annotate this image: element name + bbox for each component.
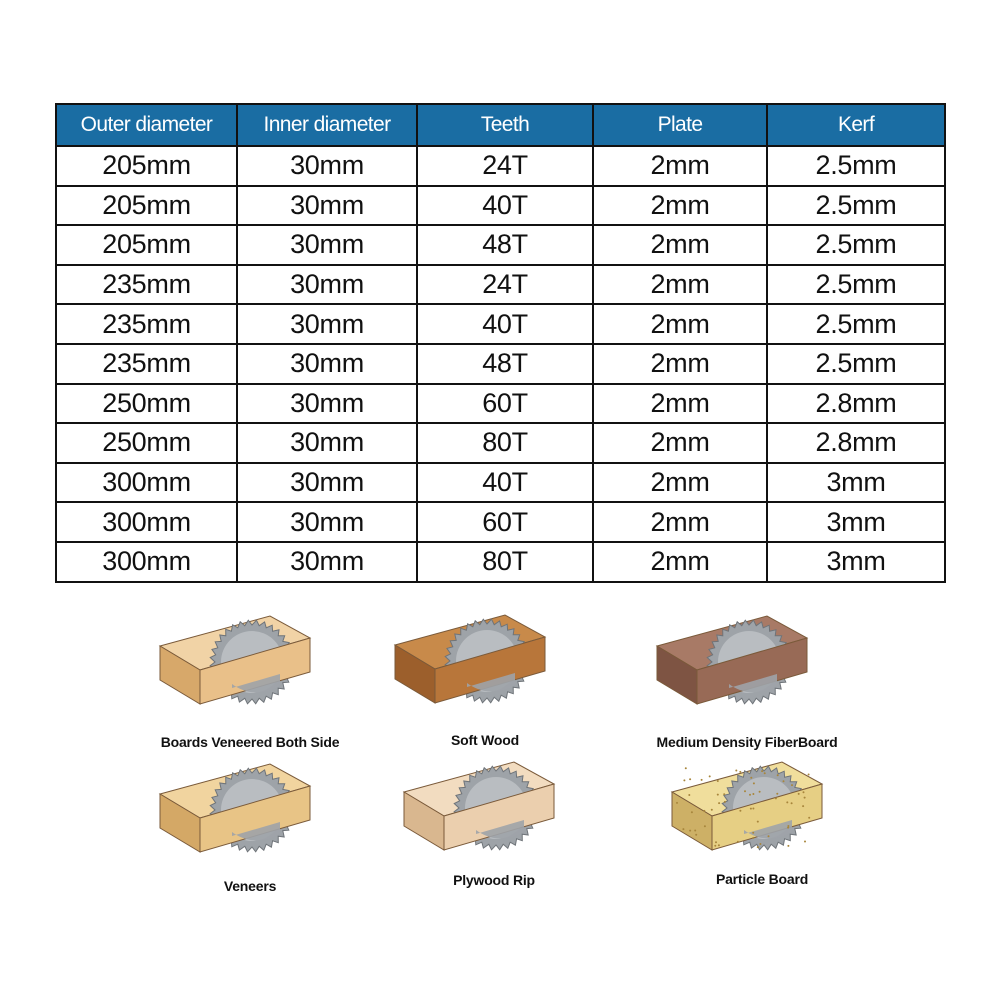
particle-speck — [718, 802, 720, 804]
particle-speck — [737, 841, 739, 843]
plate-cell: 2mm — [593, 384, 767, 424]
particle-speck — [689, 830, 691, 832]
particle-speck — [685, 767, 687, 769]
particle-speck — [787, 845, 789, 847]
outer-diameter-cell: 205mm — [56, 225, 237, 265]
plate-cell: 2mm — [593, 423, 767, 463]
particle-speck — [804, 797, 806, 799]
particle-speck — [757, 821, 759, 823]
particle-speck — [682, 828, 684, 830]
particle-speck — [691, 811, 693, 813]
kerf-cell: 2.5mm — [767, 186, 945, 226]
outer-diameter-cell: 205mm — [56, 186, 237, 226]
plate-cell: 2mm — [593, 463, 767, 503]
table-row — [56, 463, 945, 503]
inner-diameter-cell: 30mm — [237, 384, 417, 424]
particle-speck — [711, 809, 713, 811]
teeth-cell: 48T — [417, 344, 593, 384]
particle-speck — [787, 827, 789, 829]
blade-board-illustration — [120, 604, 380, 724]
inner-diameter-cell: 30mm — [237, 304, 417, 344]
table-row — [56, 225, 945, 265]
blade-board-illustration — [617, 604, 877, 724]
teeth-cell: 48T — [417, 225, 593, 265]
material-label: Particle Board — [715, 871, 809, 887]
outer-diameter-cell: 235mm — [56, 304, 237, 344]
kerf-cell: 2.8mm — [767, 384, 945, 424]
teeth-cell: 60T — [417, 502, 593, 542]
material-veneers — [120, 752, 380, 932]
particle-speck — [791, 784, 793, 786]
particle-speck — [808, 774, 810, 776]
material-label: Veneers — [223, 878, 277, 894]
particle-speck — [703, 810, 705, 812]
table-row — [56, 542, 945, 582]
inner-diameter-cell: 30mm — [237, 225, 417, 265]
header-row — [56, 104, 945, 146]
particle-speck — [768, 835, 770, 837]
particle-speck — [714, 845, 716, 847]
plate-cell: 2mm — [593, 542, 767, 582]
particle-speck — [701, 779, 703, 781]
kerf-cell: 3mm — [767, 502, 945, 542]
inner-diameter-cell: 30mm — [237, 502, 417, 542]
particle-speck — [777, 774, 779, 776]
particle-speck — [752, 837, 754, 839]
table-row — [56, 304, 945, 344]
plate-cell: 2mm — [593, 344, 767, 384]
particle-speck — [688, 794, 690, 796]
particle-speck — [695, 834, 697, 836]
table-row — [56, 384, 945, 424]
particle-speck — [775, 797, 777, 799]
particle-speck — [749, 794, 751, 796]
particle-speck — [676, 802, 678, 804]
particle-speck — [750, 808, 752, 810]
particle-speck — [724, 801, 726, 803]
outer-diameter-cell: 205mm — [56, 146, 237, 186]
inner-diameter-cell: 30mm — [237, 423, 417, 463]
table-row — [56, 423, 945, 463]
teeth-cell: 80T — [417, 542, 593, 582]
inner-diameter-cell: 30mm — [237, 186, 417, 226]
particle-speck — [783, 780, 785, 782]
teeth-cell: 24T — [417, 146, 593, 186]
particle-speck — [683, 779, 685, 781]
inner-diameter-cell: 30mm — [237, 265, 417, 305]
particle-speck — [776, 793, 778, 795]
particle-speck — [791, 802, 793, 804]
particle-speck — [759, 843, 761, 845]
particle-speck — [757, 846, 759, 848]
particle-speck — [803, 791, 805, 793]
material-label: Soft Wood — [451, 732, 519, 748]
outer-diameter-cell: 300mm — [56, 542, 237, 582]
particle-speck — [750, 777, 752, 779]
header-teeth: Teeth — [417, 104, 593, 146]
inner-diameter-cell: 30mm — [237, 463, 417, 503]
particle-speck — [717, 794, 719, 796]
particle-speck — [709, 775, 711, 777]
plate-cell: 2mm — [593, 186, 767, 226]
particle-speck — [761, 770, 763, 772]
particle-speck — [715, 841, 717, 843]
outer-diameter-cell: 300mm — [56, 463, 237, 503]
header-plate: Plate — [593, 104, 767, 146]
particle-speck — [764, 772, 766, 774]
particle-speck — [804, 841, 806, 843]
spec-table — [55, 103, 946, 583]
particle-speck — [798, 793, 800, 795]
particle-speck — [694, 830, 696, 832]
particle-speck — [735, 770, 737, 772]
particle-speck — [802, 805, 804, 807]
blade-board-illustration — [120, 752, 380, 872]
particle-speck — [704, 825, 706, 827]
kerf-cell: 2.5mm — [767, 146, 945, 186]
table-body — [56, 146, 945, 582]
particle-speck — [752, 832, 754, 834]
header-inner-diameter: Inner diameter — [237, 104, 417, 146]
teeth-cell: 80T — [417, 423, 593, 463]
material-plywood-rip — [364, 750, 624, 930]
inner-diameter-cell: 30mm — [237, 344, 417, 384]
particle-speck — [752, 793, 754, 795]
material-label: Boards Veneered Both Side — [160, 734, 340, 750]
header-kerf: Kerf — [767, 104, 945, 146]
particle-speck — [739, 771, 741, 773]
kerf-cell: 2.5mm — [767, 304, 945, 344]
teeth-cell: 24T — [417, 265, 593, 305]
blade-board-illustration — [355, 603, 615, 723]
table-row — [56, 265, 945, 305]
plate-cell: 2mm — [593, 265, 767, 305]
outer-diameter-cell: 250mm — [56, 423, 237, 463]
particle-speck — [759, 791, 761, 793]
plate-cell: 2mm — [593, 304, 767, 344]
particle-speck — [718, 844, 720, 846]
outer-diameter-cell: 235mm — [56, 265, 237, 305]
outer-diameter-cell: 235mm — [56, 344, 237, 384]
teeth-cell: 40T — [417, 186, 593, 226]
particle-speck — [739, 810, 741, 812]
inner-diameter-cell: 30mm — [237, 542, 417, 582]
kerf-cell: 2.8mm — [767, 423, 945, 463]
blade-board-illustration — [364, 750, 624, 870]
kerf-cell: 2.5mm — [767, 344, 945, 384]
teeth-cell: 60T — [417, 384, 593, 424]
particle-speck — [786, 801, 788, 803]
table-row — [56, 186, 945, 226]
particle-speck — [808, 817, 810, 819]
table-row — [56, 344, 945, 384]
particle-speck — [752, 808, 754, 810]
outer-diameter-cell: 250mm — [56, 384, 237, 424]
kerf-cell: 2.5mm — [767, 265, 945, 305]
kerf-cell: 3mm — [767, 463, 945, 503]
particle-speck — [744, 790, 746, 792]
blade-board-illustration — [632, 750, 892, 870]
particle-speck — [723, 793, 725, 795]
outer-diameter-cell: 300mm — [56, 502, 237, 542]
plate-cell: 2mm — [593, 146, 767, 186]
material-label: Plywood Rip — [453, 872, 535, 888]
table-row — [56, 502, 945, 542]
particle-speck — [689, 778, 691, 780]
particle-speck — [753, 782, 755, 784]
teeth-cell: 40T — [417, 304, 593, 344]
table-row — [56, 146, 945, 186]
inner-diameter-cell: 30mm — [237, 146, 417, 186]
kerf-cell: 2.5mm — [767, 225, 945, 265]
kerf-cell: 3mm — [767, 542, 945, 582]
particle-speck — [717, 780, 719, 782]
plate-cell: 2mm — [593, 225, 767, 265]
header-outer-diameter: Outer diameter — [56, 104, 237, 146]
material-particle-board — [632, 750, 892, 930]
teeth-cell: 40T — [417, 463, 593, 503]
plate-cell: 2mm — [593, 502, 767, 542]
material-label: Medium Density FiberBoard — [656, 734, 838, 750]
